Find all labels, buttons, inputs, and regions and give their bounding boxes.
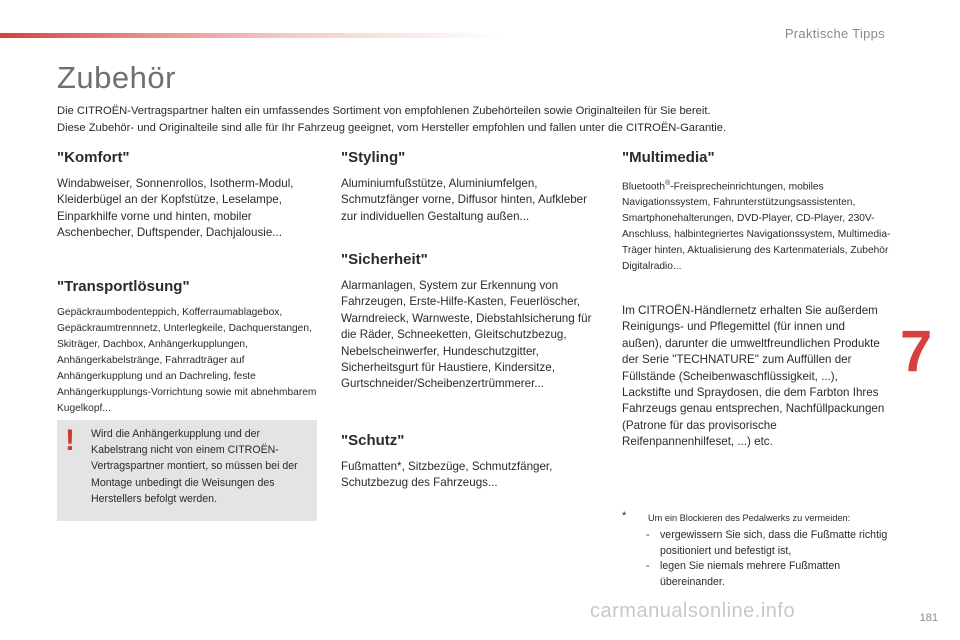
transport-heading: "Transportlösung" xyxy=(57,278,190,295)
watermark: carmanualsonline.info xyxy=(590,600,796,622)
footnote-item-1: vergewissern Sie sich, dass die Fußmatte richtig positioniert und befestigt ist, xyxy=(660,529,888,557)
styling-text: Aluminiumfußstütze, Aluminiumfelgen, Schmutzfänger vorne, Diffusor hinten, Aufkleber zur individuellen Gestaltung außen... xyxy=(341,177,587,223)
multimedia-text-lead: Bluetooth xyxy=(622,181,666,193)
schutz-section xyxy=(341,432,601,492)
intro-line-2: Diese Zubehör- und Originalteile sind alle für Ihr Fahrzeug geeignet, vom Hersteller empfohlen und fallen unter die CITROËN-Garantie. xyxy=(57,122,727,134)
section-title: Praktische Tipps xyxy=(784,26,885,41)
sicherheit-section xyxy=(341,251,606,393)
haendler-section xyxy=(622,303,887,451)
schutz-text: Fußmatten*, Sitzbezüge, Schmutzfänger, Schutzbezug des Fahrzeugs... xyxy=(341,460,553,490)
intro-line-1: Die CITROËN-Vertragspartner halten ein umfassendes Sortiment von empfohlenen Zubehörteilen sowie Originalteilen für Sie bereit. xyxy=(57,105,711,117)
styling-heading: "Styling" xyxy=(341,149,406,166)
registered-mark: ® xyxy=(665,180,671,187)
multimedia-text xyxy=(622,176,892,275)
komfort-heading: "Komfort" xyxy=(57,149,130,166)
styling-section xyxy=(341,149,601,225)
multimedia-section xyxy=(622,149,892,275)
footnote-asterisk: * xyxy=(622,510,627,522)
multimedia-heading: "Multimedia" xyxy=(622,149,715,166)
transport-text: Gepäckraumbodenteppich, Kofferraumablagebox, Gepäckraumtrennnetz, Unterlegkeile, Dachquerstangen, Skiträger, Dachbox, Anhängerkupplungen, Anhängerkabelstränge, Fahrradträger auf Anhängerkupplung und an Dachreling, feste Anhängerkupplungs-Vorrichtung sowie mit abnehmbarem Kugelkopf... xyxy=(57,307,317,414)
list-item xyxy=(646,559,891,590)
haendler-text: Im CITROËN-Händlernetz erhalten Sie außerdem Reinigungs- und Pflegemittel (für innen und außen), darunter die umweltfreundlichen Produkte der Serie "TECHNATURE" zum Auffüllen der Füllstände (Scheibenwaschflüssigkeit, ...), Lackstifte und Spraydosen, die dem Farbton Ihres Fahrzeugs genau entsprechen, Nachfüllpackungen (Patrone für das provisorische Reifenpannenhilfeset, ...) etc. xyxy=(622,304,885,449)
footnote-title: Um ein Blockieren des Pedalwerks zu vermeiden: xyxy=(648,513,851,523)
header-accent-bar xyxy=(0,33,500,38)
page-title: Zubehör xyxy=(57,60,176,95)
sicherheit-heading: "Sicherheit" xyxy=(341,251,428,268)
multimedia-text-rest: -Freisprecheinrichtungen, mobiles Navigationssystem, Fahrunterstützungsassistenten, Smartphonehalterungen, DVD-Player, CD-Player, 230V-Anschluss, halbintegriertes Navigationssystem, Multimedia-Träger hinten, Aktualisierung des Kartenmaterials, Zubehör Digitalradio... xyxy=(622,181,891,273)
schutz-heading: "Schutz" xyxy=(341,432,405,449)
dash-bullet: - xyxy=(646,560,650,573)
dash-bullet: - xyxy=(646,529,650,541)
list-item xyxy=(646,528,891,559)
komfort-section xyxy=(57,149,317,242)
page-number: 181 xyxy=(919,612,938,624)
warning-text: Wird die Anhängerkupplung und der Kabelstrang nicht von einem CITROËN-Vertragspartner montiert, so müssen bei der Montage unbedingt die Weisungen des Herstellers befolgt werden. xyxy=(91,428,298,505)
warning-box xyxy=(57,420,317,521)
footnote-item-2: legen Sie niemals mehrere Fußmatten übereinander. xyxy=(660,560,841,588)
transport-section xyxy=(57,278,319,417)
warning-icon: ! xyxy=(65,424,75,457)
sicherheit-text: Alarmanlagen, System zur Erkennung von Fahrzeugen, Erste-Hilfe-Kasten, Feuerlöscher, Warndreieck, Warnweste, Diebstahlsicherung für die Räder, Schneeketten, Gleitschutzbezug, Nebelscheinwerfer, Hundeschutzgitter, Sicherheitsgurt für Haustiere, Kindersitze, Gurtschneider/Scheibenzertrümmerer... xyxy=(341,279,592,391)
intro-text xyxy=(57,103,917,137)
komfort-text: Windabweiser, Sonnenrollos, Isotherm-Modul, Kleiderbügel an der Kopfstütze, Leselampe, Einparkhilfe vorne und hinten, mobiler Aschenbecher, Duftspender, Dachjalousie... xyxy=(57,177,294,240)
chapter-number: 7 xyxy=(900,319,933,384)
footnote-list xyxy=(646,528,891,590)
